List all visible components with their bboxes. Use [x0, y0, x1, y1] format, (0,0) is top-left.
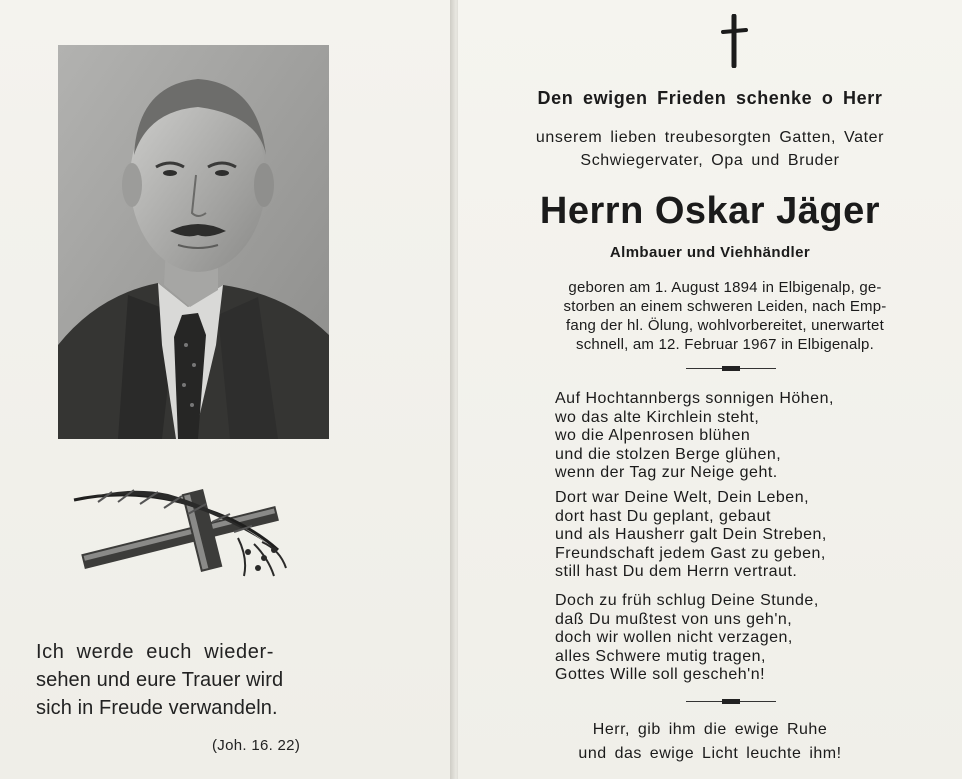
poem-line: alles Schwere mutig tragen,	[555, 647, 766, 665]
poem-stanza	[555, 390, 935, 483]
closing-line: und das ewige Licht leuchte ihm!	[578, 745, 842, 762]
poem-line: still hast Du dem Herrn vertraut.	[555, 563, 798, 580]
biography	[505, 278, 945, 354]
quote-line: sehen und eure Trauer wird	[36, 669, 284, 691]
poem-line: doch wir wollen nicht verzagen,	[555, 629, 793, 646]
portrait-photo	[58, 45, 329, 439]
heading: Den ewigen Frieden schenke o Herr	[537, 88, 883, 108]
intro-line: Schwiegervater, Opa und Bruder	[580, 152, 840, 169]
poem-line: wenn der Tag zur Neige geht.	[555, 464, 778, 481]
quote-line: Ich werde euch wieder-	[36, 641, 274, 663]
poem-line: Doch zu früh schlug Deine Stunde,	[555, 592, 819, 609]
poem-line: dort hast Du geplant, gebaut	[555, 507, 771, 525]
bio-line: fang der hl. Ölung, wohlvorbereitet, unerwartet	[566, 317, 884, 334]
poem-line: wo das alte Kirchlein steht,	[555, 408, 760, 426]
cross-icon	[720, 14, 748, 68]
palm-cross-icon	[68, 478, 290, 580]
poem-line: wo die Alpenrosen blühen	[555, 427, 751, 444]
poem-line: und als Hausherr galt Dein Streben,	[555, 526, 827, 543]
poem-line: Auf Hochtannbergs sonnigen Höhen,	[555, 390, 834, 407]
deceased-name: Herrn Oskar Jäger	[539, 190, 881, 232]
occupation: Almbauer und Viehhändler	[609, 244, 811, 261]
quote-line: sich in Freude verwandeln.	[36, 697, 278, 719]
divider	[686, 362, 776, 376]
poem-line: Gottes Wille soll gescheh'n!	[555, 666, 766, 683]
intro-line: unserem lieben treubesorgten Gatten, Vater	[535, 129, 885, 146]
bio-line: schnell, am 12. Februar 1967 in Elbigenalp.	[576, 336, 874, 353]
poem-stanza	[555, 592, 935, 685]
bio-line: storben an einem schweren Leiden, nach Emp-	[563, 298, 887, 315]
poem-stanza	[555, 489, 935, 582]
bio-line: geboren am 1. August 1894 in Elbigenalp, ge-	[568, 279, 882, 296]
poem-line: Dort war Deine Welt, Dein Leben,	[555, 489, 810, 506]
closing-line: Herr, gib ihm die ewige Ruhe	[592, 721, 828, 738]
quote-reference: (Joh. 16. 22)	[212, 737, 301, 754]
poem-line: und die stolzen Berge glühen,	[555, 445, 782, 463]
bible-quote	[36, 638, 326, 722]
divider	[686, 695, 776, 709]
poem-line: Freundschaft jedem Gast zu geben,	[555, 544, 826, 562]
poem-line: daß Du mußtest von uns geh'n,	[555, 610, 793, 628]
